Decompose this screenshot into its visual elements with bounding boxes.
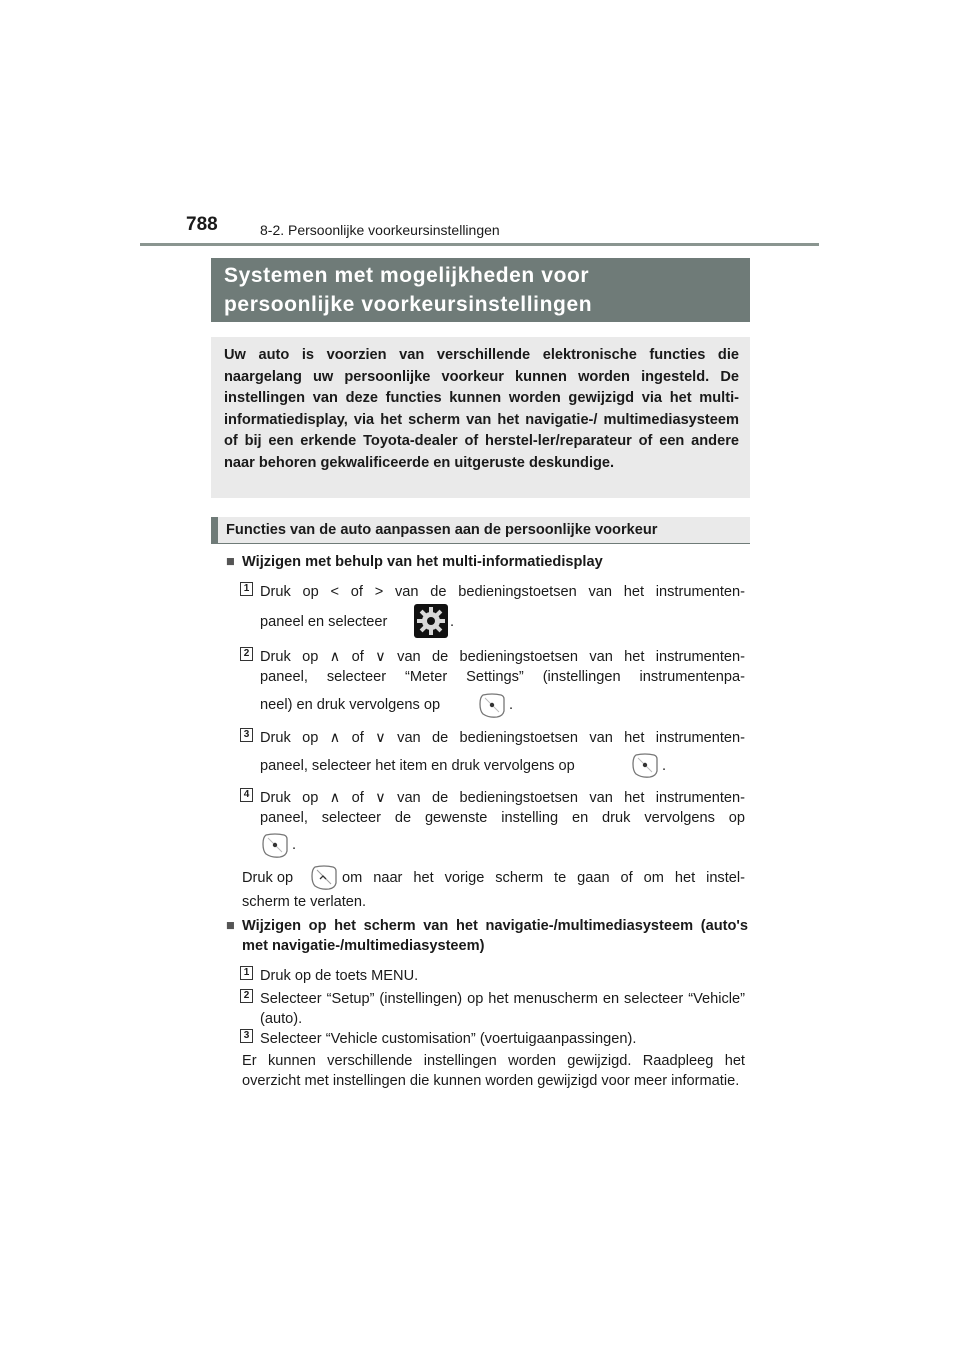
step-line: paneel, selecteer de gewenste instelling en druk vervolgens op (260, 810, 745, 826)
block-1-heading-text: Wijzigen met behulp van het multi-informatiedisplay (242, 554, 603, 570)
block-1-note (242, 868, 745, 912)
back-button-icon (309, 862, 339, 892)
subheading: Functies van de auto aanpassen aan de persoonlijke voorkeur (211, 517, 750, 544)
step-number-badge: 4 (240, 788, 253, 802)
step-line: neel) en druk vervolgens op (260, 697, 441, 713)
step-line: Druk op ∧ of ∨ van de bedieningstoetsen van het instrumenten- (260, 649, 745, 665)
section-title (211, 258, 750, 322)
step-line: Druk op < of > van de bedieningstoetsen van het instrumenten- (260, 584, 745, 600)
step-number-badge: 1 (240, 966, 253, 980)
step-line: paneel, selecteer het item en druk vervolgens op (260, 758, 575, 774)
header-rule (140, 243, 819, 246)
note-line: scherm te verlaten. (242, 894, 367, 910)
block-2-step-2 (240, 989, 745, 1029)
block-2-note: Er kunnen verschillende instellingen worden gewijzigd. Raadpleeg het overzicht met instellingen die kunnen worden gewijzigd voor meer informatie. (242, 1053, 745, 1089)
block-2-step-3 (240, 1029, 745, 1049)
block-1-bullet: ■ (226, 554, 235, 570)
step-line-end: . (662, 758, 667, 774)
step-text: Selecteer “Vehicle customisation” (voertuigaanpassingen). (260, 1031, 637, 1047)
block-1-step-4 (240, 788, 745, 860)
step-line: paneel en selecteer (260, 614, 388, 630)
step-number-badge: 2 (240, 989, 253, 1003)
step-line-end: . (509, 697, 514, 713)
section-title-line-1: Systemen met mogelijkheden voor (224, 264, 590, 287)
block-2-step-1 (240, 966, 745, 986)
block-2-heading-text: Wijzigen op het scherm van het navigatie-/multimediasysteem (auto's met navigatie-/multimediasysteem) (242, 918, 748, 954)
step-number-badge: 3 (240, 728, 253, 742)
block-2-bullet: ■ (226, 918, 235, 934)
ok-button-icon (630, 750, 660, 780)
note-line: om naar het vorige scherm te gaan of om het instel- (342, 870, 745, 886)
step-text: Selecteer “Setup” (instellingen) op het menuscherm en selecteer “Vehicle” (auto). (260, 991, 745, 1027)
step-text: Druk op de toets MENU. (260, 968, 419, 984)
step-line-end: . (450, 614, 455, 630)
section-title-line-2: persoonlijke voorkeursinstellingen (224, 293, 593, 316)
block-1-step-2 (240, 647, 745, 717)
page-number: 788 (186, 214, 218, 235)
ok-button-icon (477, 690, 507, 720)
step-line: Druk op ∧ of ∨ van de bedieningstoetsen van het instrumenten- (260, 790, 745, 806)
note-line: Druk op (242, 870, 294, 886)
block-1-step-1 (240, 582, 745, 632)
intro-text: Uw auto is voorzien van verschillende elektronische functies die naargelang uw persoonlijke voorkeur kunnen worden ingesteld. De instellingen van deze functies kunnen worden gewijzigd via het multi-informatiedisplay, via het scherm van het navigatie-/ multimediasysteem of bij een erkende Toyota-dealer of herstel-ler/reparateur of een andere naar behoren gekwalificeerde en uitgeruste deskundige. (211, 337, 750, 498)
step-number-badge: 3 (240, 1029, 253, 1043)
step-number-badge: 2 (240, 647, 253, 661)
step-line: paneel, selecteer “Meter Settings” (instellingen instrumentenpa- (260, 669, 745, 685)
step-line: Druk op ∧ of ∨ van de bedieningstoetsen van het instrumenten- (260, 730, 745, 746)
step-number-badge: 1 (240, 582, 253, 596)
block-1-step-3 (240, 728, 745, 778)
section-label: 8-2. Persoonlijke voorkeursinstellingen (260, 222, 500, 238)
ok-button-icon (260, 830, 290, 860)
settings-gear-icon (414, 604, 448, 638)
step-line-end: . (292, 837, 297, 853)
